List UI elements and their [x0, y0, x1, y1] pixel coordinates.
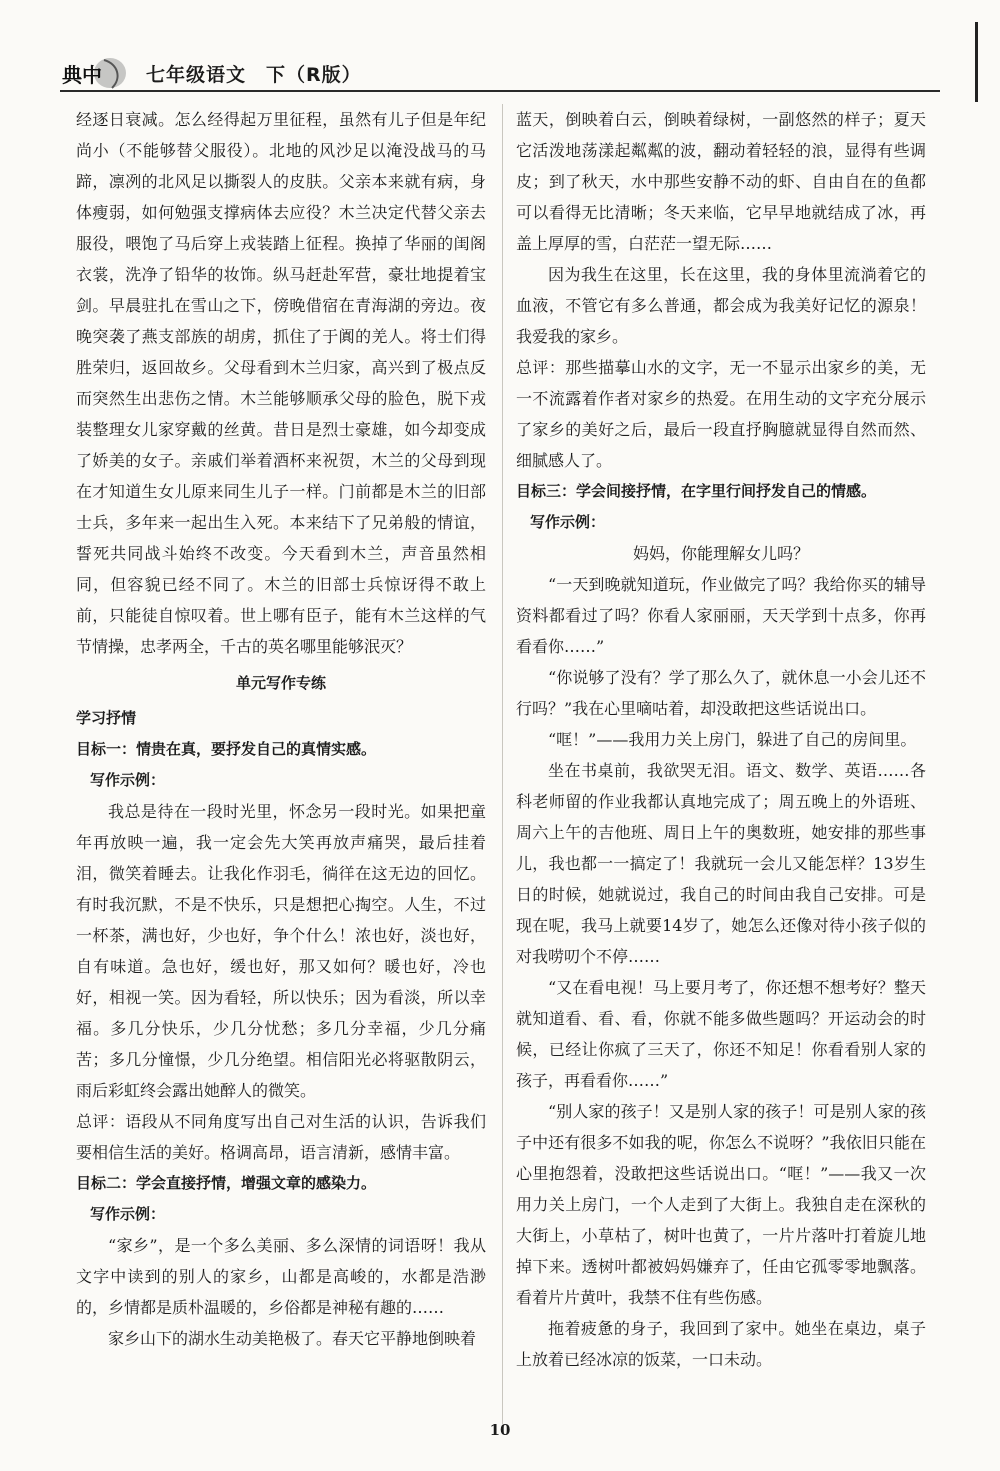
essay-paragraph-1: “一天到晚就知道玩，作业做完了吗？我给你买的辅导资料都看过了吗？你看人家丽丽，天天学到十点多，你再看看你……”: [516, 575, 926, 656]
comment-two: 总评：那些描摹山水的文字，无一不显示出家乡的美，无一不流露着作者对家乡的热爱。在用生动的文字充分展示了家乡的美好之后，最后一段直抒胸臆就显得自然而然、细腻感人了。: [516, 358, 926, 470]
essay-paragraph-2: “你说够了没有？学了那么久了，就休息一小会儿还不行吗？”我在心里嘀咕着，却没敢把这些话说出口。: [516, 668, 926, 718]
example-two-paragraph-1: “家乡”，是一个多么美丽、多么深情的词语呀！我从文字中读到的别人的家乡，山都是高峻的，水都是浩渺的，乡情都是质朴温暖的，乡俗都是神秘有趣的……: [76, 1236, 486, 1317]
example-label-one: 写作示例：: [90, 771, 166, 789]
goal-one: 目标一：情贵在真，要抒发自己的真情实感。: [76, 740, 377, 758]
right-column: [516, 104, 926, 1375]
example-text-one: 我总是待在一段时光里，怀念另一段时光。如果把童年再放映一遍，我一定会先大笑再放声痛哭，最后挂着泪，微笑着睡去。让我化作羽毛，徜徉在这无边的回忆。有时我沉默，不是不快乐，只是想把心掏空。人生，不过一杯茶，满也好，少也好，争个什么！浓也好，淡也好，自有味道。急也好，缓也好，那又如何？暖也好，冷也好，相视一笑。因为看轻，所以快乐；因为看淡，所以幸福。多几分快乐，少几分忧愁；多几分幸福，少几分痛苦；多几分憧憬，少几分绝望。相信阳光必将驱散阴云，雨后彩虹终会露出她醉人的微笑。: [76, 802, 486, 1100]
essay-paragraph-4: 坐在书桌前，我欲哭无泪。语文、数学、英语……各科老师留的作业我都认真地完成了；周五晚上的外语班、周六上午的吉他班、周日上午的奥数班，她安排的那些事儿，我也都一一搞定了！我就玩一会儿又能怎样？13岁生日的时候，她就说过，我自己的时间由我自己安排。可是现在呢，我马上就要14岁了，她怎么还像对待小孩子似的对我唠叨个不停……: [516, 761, 926, 966]
page-number: 10: [489, 1421, 511, 1439]
hometown-paragraph: 蓝天，倒映着白云，倒映着绿树，一副悠然的样子；夏天它活泼地荡漾起粼粼的波，翻动着轻轻的浪，显得有些调皮；到了秋天，水中那些安静不动的虾、自由自在的鱼都可以看得无比清晰；冬天来临，它早早地就结成了冰，再盖上厚厚的雪，白茫茫一望无际……: [516, 110, 926, 253]
hometown-ending: 因为我生在这里，长在这里，我的身体里流淌着它的血液，不管它有多么普通，都会成为我美好记忆的源泉！我爱我的家乡。: [516, 265, 926, 346]
brand-logo-icon: [60, 56, 130, 90]
example-label-three: 写作示例：: [530, 513, 606, 531]
learn-title: 学习抒情: [76, 709, 137, 727]
example-two-paragraph-2: 家乡山下的湖水生动美艳极了。春天它平静地倒映着: [108, 1329, 477, 1348]
column-divider: [502, 104, 503, 1424]
essay-title: 妈妈，你能理解女儿吗？: [632, 544, 809, 563]
header-rule: [60, 90, 940, 92]
goal-three: 目标三：学会间接抒情，在字里行间抒发自己的情感。: [516, 482, 877, 500]
translation-paragraph: 经逐日衰减。怎么经得起万里征程，虽然有儿子但是年纪尚小（不能够替父服役）。北地的风沙足以淹没战马的马蹄，凛冽的北风足以撕裂人的皮肤。父亲本来就有病，身体瘦弱，如何勉强支撑病体去应役？木兰决定代替父亲去服役，喂饱了马后穿上戎装踏上征程。换掉了华丽的闺阁衣裳，洗净了铅华的妆饰。纵马赶赴军营，豪壮地提着宝剑。早晨驻扎在雪山之下，傍晚借宿在青海湖的旁边。夜晚突袭了燕支部族的胡虏，抓住了于阗的羌人。将士们得胜荣归，返回故乡。父母看到木兰归家，高兴到了极点反而突然生出悲伤之情。木兰能够顺承父母的脸色，脱下戎装整理女儿家穿戴的丝黄。昔日是烈士豪雄，如今却变成了娇美的女子。亲戚们举着酒杯来祝贺，木兰的父母到现在才知道生女儿原来同生儿子一样。门前都是木兰的旧部士兵，多年来一起出生入死。本来结下了兄弟般的情谊，誓死共同战斗始终不改变。今天看到木兰，声音虽然相同，但容貌已经不同了。木兰的旧部士兵惊讶得不敢上前，只能徒自惊叹着。世上哪有臣子，能有木兰这样的气节情操，忠孝两全，千古的英名哪里能够泯灭？: [76, 110, 486, 656]
comment-one: 总评：语段从不同角度写出自己对生活的认识，告诉我们要相信生活的美好。格调高昂，语言清新，感情丰富。: [76, 1112, 486, 1162]
essay-paragraph-7: 拖着疲惫的身子，我回到了家中。她坐在桌边，桌子上放着已经冰凉的饭菜，一口未动。: [516, 1319, 926, 1369]
svg-text:典中: 典中: [62, 63, 102, 87]
essay-paragraph-3: “哐！”——我用力关上房门，躲进了自己的房间里。: [548, 730, 917, 749]
left-column: [76, 104, 486, 1354]
page-header: [60, 52, 940, 92]
example-label-two: 写作示例：: [90, 1205, 166, 1223]
goal-two: 目标二：学会直接抒情，增强文章的感染力。: [76, 1174, 377, 1192]
edge-mark: [975, 22, 978, 102]
section-title: 单元写作专练: [235, 674, 326, 692]
essay-paragraph-5: “又在看电视！马上要月考了，你还想不想考好？整天就知道看、看、看，你就不能多做些题吗？开运动会的时候，已经让你疯了三天了，你还不知足！你看看别人家的孩子，再看看你……”: [516, 978, 926, 1090]
essay-paragraph-6: “别人家的孩子！又是别人家的孩子！可是别人家的孩子中还有很多不如我的呢，你怎么不说呀？”我依旧只能在心里抱怨着，没敢把这些话说出口。“哐！”——我又一次用力关上房门，一个人走到了大街上。我独自走在深秋的大街上，小草枯了，树叶也黄了，一片片落叶打着旋儿地掉下来。透树叶都被妈妈嫌弃了，任由它孤零零地飘落。看着片片黄叶，我禁不住有些伤感。: [516, 1102, 926, 1307]
book-title: 七年级语文 下（R版）: [146, 64, 362, 86]
